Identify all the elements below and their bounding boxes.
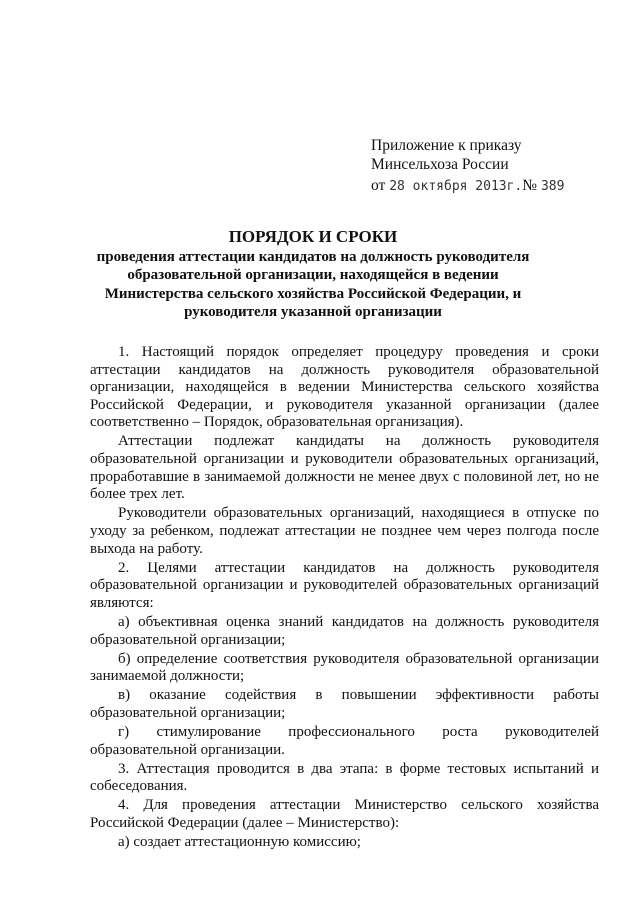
paragraph: Аттестации подлежат кандидаты на должность руководителя образовательной организации и руководители образовательных организаций, проработавшие в занимаемой должности не менее двух с половиной лет, но не более трех лет.: [90, 433, 599, 503]
annex-date-prefix: от: [371, 177, 386, 194]
paragraph: 4. Для проведения аттестации Министерство сельского хозяйства Российской Федерации (далее – Министерство):: [90, 797, 599, 831]
annex-date-line: [371, 177, 564, 195]
paragraph: а) создает аттестационную комиссию;: [118, 834, 361, 851]
document-title: ПОРЯДОК И СРОКИ: [228, 227, 398, 246]
annex-number-sign: №: [522, 177, 538, 194]
paragraph: 2. Целями аттестации кандидатов на должность руководителя образовательной организации и руководителей образовательных организаций являются:: [90, 559, 599, 611]
document-body: [90, 344, 599, 853]
paragraph: г) стимулирование профессионального роста руководителей образовательной организации.: [90, 723, 599, 758]
annex-note: [371, 136, 522, 174]
document-subtitle: проведения аттестации кандидатов на должность руководителя образовательной организации, находящейся в ведении Министерства сельского хозяйства Российской Федерации, и руководителя указанной организации: [96, 249, 530, 320]
paragraph: Руководители образовательных организаций, находящиеся в отпуске по уходу за ребенком, подлежат аттестации не позднее чем через полгода после выхода на работу.: [90, 505, 599, 557]
paragraph: а) объективная оценка знаний кандидатов на должность руководителя образовательной организации;: [90, 613, 599, 648]
paragraph: 3. Аттестация проводится в два этапа: в форме тестовых испытаний и собеседования.: [90, 760, 599, 795]
paragraph: 1. Настоящий порядок определяет процедуру проведения и сроки аттестации кандидатов на должность руководителя образовательной организации, находящейся в ведении Министерства сельского хозяйства Российской Федерации, и руководителя указанной организации (далее соответственно – Порядок, образовательная организация).: [90, 344, 599, 431]
paragraph: б) определение соответствия руководителя образовательной организации занимаемой должности;: [90, 650, 599, 685]
document-heading: [90, 227, 536, 321]
annex-line-order: Приложение к приказу: [371, 137, 522, 154]
annex-date-value: 28 октября 2013г.: [389, 179, 523, 194]
annex-number-value: 389: [540, 179, 565, 194]
paragraph: в) оказание содействия в повышении эффективности работы образовательной организации;: [90, 687, 599, 721]
annex-line-ministry: Минсельхоза России: [371, 156, 509, 173]
